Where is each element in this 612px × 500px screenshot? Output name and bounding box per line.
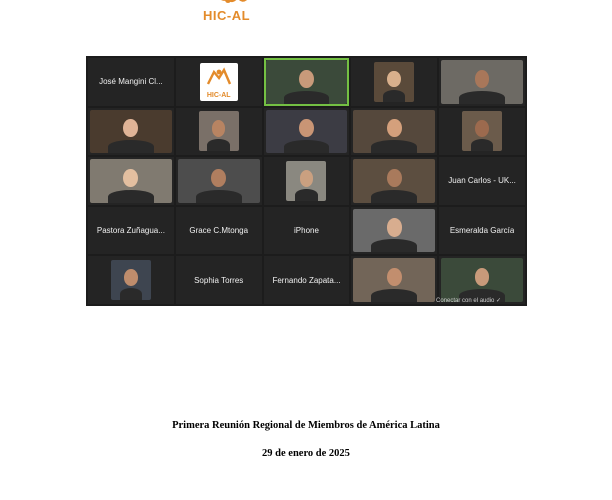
participant-video[interactable] bbox=[176, 157, 262, 205]
participant-video[interactable] bbox=[176, 108, 262, 156]
participant-name: Fernando Zapata... bbox=[272, 275, 341, 285]
video-feed bbox=[462, 111, 502, 151]
participant-name: José Mangini Cl... bbox=[99, 77, 163, 87]
participant-video[interactable] bbox=[264, 157, 350, 205]
video-feed bbox=[199, 111, 239, 151]
participant-video[interactable] bbox=[439, 58, 525, 106]
participant-video[interactable] bbox=[351, 256, 437, 304]
document-date: 29 de enero de 2025 bbox=[262, 448, 350, 459]
participant-tile[interactable] bbox=[439, 207, 525, 255]
video-gallery bbox=[86, 56, 527, 306]
video-feed bbox=[286, 161, 326, 201]
video-feed bbox=[90, 110, 172, 154]
participant-video[interactable] bbox=[88, 108, 174, 156]
participant-tile-logo[interactable] bbox=[176, 58, 262, 106]
participant-tile[interactable] bbox=[88, 58, 174, 106]
participant-video[interactable] bbox=[351, 58, 437, 106]
participant-name: Sophia Torres bbox=[194, 275, 244, 285]
document-title: Primera Reunión Regional de Miembros de América Latina bbox=[172, 420, 440, 431]
participant-name: iPhone bbox=[294, 226, 319, 236]
participant-video[interactable] bbox=[264, 108, 350, 156]
video-feed bbox=[111, 260, 151, 300]
participant-name: Esmeralda García bbox=[449, 226, 515, 236]
video-feed bbox=[353, 110, 435, 154]
logo-text: HIC-AL bbox=[203, 8, 251, 23]
video-feed bbox=[441, 60, 523, 104]
participant-video[interactable] bbox=[351, 108, 437, 156]
video-feed bbox=[353, 159, 435, 203]
video-feed bbox=[266, 110, 348, 154]
participant-video[interactable] bbox=[264, 58, 350, 106]
video-feed bbox=[353, 209, 435, 253]
participant-tile[interactable] bbox=[88, 207, 174, 255]
participant-video[interactable] bbox=[88, 157, 174, 205]
participant-tile[interactable] bbox=[176, 256, 262, 304]
video-feed bbox=[353, 258, 435, 302]
video-feed bbox=[178, 159, 260, 203]
participant-video[interactable] bbox=[351, 157, 437, 205]
participant-tile[interactable] bbox=[264, 207, 350, 255]
participant-video[interactable] bbox=[88, 256, 174, 304]
participant-name: HIC-AL bbox=[206, 91, 231, 99]
participant-video[interactable] bbox=[351, 207, 437, 255]
participant-tile[interactable] bbox=[439, 157, 525, 205]
participant-name: Pastora Zuñagua... bbox=[96, 226, 165, 236]
participant-video[interactable] bbox=[439, 108, 525, 156]
participant-name: Grace C.Mtonga bbox=[189, 226, 249, 236]
participant-tile[interactable] bbox=[176, 207, 262, 255]
hic-al-avatar-icon bbox=[200, 63, 238, 101]
audio-status[interactable]: Conectar con el audio ✓ bbox=[436, 298, 502, 304]
participant-name: Juan Carlos - UK... bbox=[448, 176, 516, 186]
video-feed bbox=[441, 258, 523, 302]
video-feed bbox=[374, 62, 414, 102]
participant-tile[interactable] bbox=[264, 256, 350, 304]
video-feed bbox=[90, 159, 172, 203]
video-feed bbox=[266, 60, 348, 104]
